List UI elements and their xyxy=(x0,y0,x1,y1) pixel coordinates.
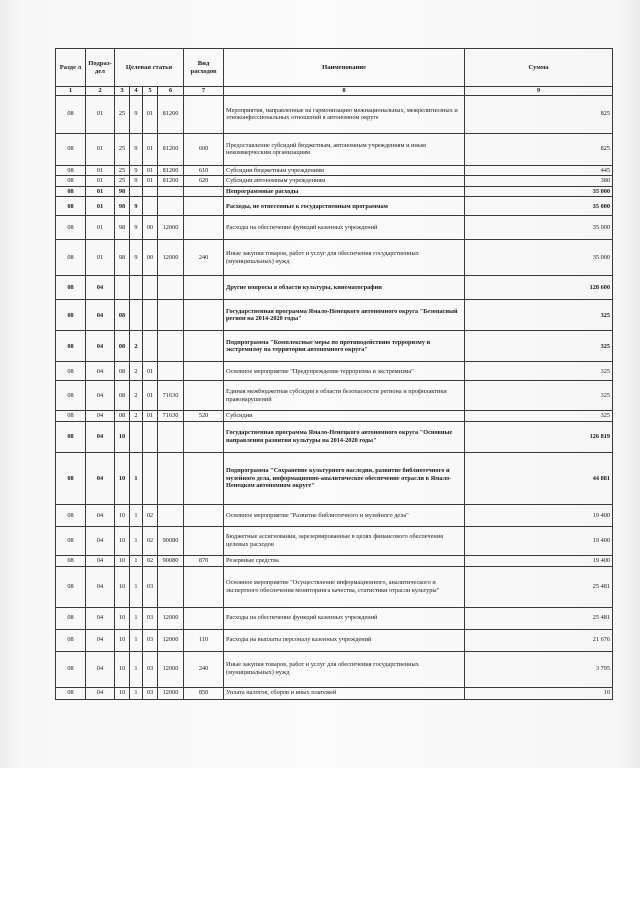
row-subprogram xyxy=(130,276,143,300)
column-number: 2 xyxy=(86,87,115,96)
row-subsection: 04 xyxy=(86,421,115,452)
row-activity: 03 xyxy=(143,629,158,651)
row-subprogram: 2 xyxy=(130,331,143,362)
row-direction: 12000 xyxy=(158,607,184,629)
row-direction: 81200 xyxy=(158,165,184,176)
row-program: 10 xyxy=(115,687,130,699)
row-sum: 25 481 xyxy=(465,566,613,607)
row-expense-type xyxy=(184,362,224,381)
row-activity xyxy=(143,197,158,216)
row-direction xyxy=(158,197,184,216)
row-expense-type: 520 xyxy=(184,411,224,422)
row-sum: 325 xyxy=(465,331,613,362)
row-sum: 44 881 xyxy=(465,452,613,504)
row-activity: 01 xyxy=(143,95,158,133)
row-section: 08 xyxy=(56,607,86,629)
table-row xyxy=(56,504,613,526)
row-program: 25 xyxy=(115,176,130,187)
row-program: 25 xyxy=(115,165,130,176)
row-subprogram xyxy=(130,421,143,452)
table-row xyxy=(56,687,613,699)
row-section: 08 xyxy=(56,629,86,651)
row-direction xyxy=(158,300,184,331)
row-direction xyxy=(158,452,184,504)
table-row xyxy=(56,95,613,133)
row-subsection: 01 xyxy=(86,240,115,276)
row-expense-type xyxy=(184,421,224,452)
column-number: 5 xyxy=(143,87,158,96)
row-program: 98 xyxy=(115,216,130,240)
row-subprogram: 1 xyxy=(130,504,143,526)
row-direction: 81200 xyxy=(158,95,184,133)
row-sum: 10 xyxy=(465,687,613,699)
row-program: 08 xyxy=(115,331,130,362)
row-subprogram: 2 xyxy=(130,411,143,422)
row-sum: 19 400 xyxy=(465,504,613,526)
row-activity: 03 xyxy=(143,607,158,629)
row-program: 08 xyxy=(115,300,130,331)
row-program: 10 xyxy=(115,651,130,687)
row-sum: 35 000 xyxy=(465,216,613,240)
row-direction: 12000 xyxy=(158,687,184,699)
table-row xyxy=(56,165,613,176)
column-number: 8 xyxy=(224,87,465,96)
table-row xyxy=(56,651,613,687)
table-body xyxy=(56,95,613,699)
table-row xyxy=(56,186,613,197)
row-expense-type xyxy=(184,186,224,197)
row-subsection: 01 xyxy=(86,197,115,216)
row-activity: 01 xyxy=(143,165,158,176)
row-name: Подпрограмма "Комплексные меры по противодействию терроризму и экстремизму на территории автономного округа" xyxy=(224,331,465,362)
row-subprogram: 2 xyxy=(130,381,143,411)
row-expense-type xyxy=(184,504,224,526)
row-activity xyxy=(143,186,158,197)
row-program: 98 xyxy=(115,240,130,276)
row-expense-type: 850 xyxy=(184,687,224,699)
row-activity: 03 xyxy=(143,651,158,687)
column-number: 9 xyxy=(465,87,613,96)
row-section: 08 xyxy=(56,651,86,687)
row-program: 10 xyxy=(115,452,130,504)
row-section: 08 xyxy=(56,504,86,526)
row-program: 25 xyxy=(115,133,130,165)
row-name: Расходы на обеспечение функций казенных учреждений xyxy=(224,216,465,240)
row-direction: 90080 xyxy=(158,526,184,555)
row-program: 10 xyxy=(115,629,130,651)
row-subsection: 04 xyxy=(86,300,115,331)
row-subprogram: 9 xyxy=(130,133,143,165)
row-direction xyxy=(158,504,184,526)
row-activity xyxy=(143,276,158,300)
row-subprogram: 9 xyxy=(130,165,143,176)
row-subsection: 04 xyxy=(86,362,115,381)
row-subsection: 04 xyxy=(86,276,115,300)
table-row xyxy=(56,526,613,555)
row-subprogram: 1 xyxy=(130,607,143,629)
header-expense-type: Вид расходов xyxy=(184,49,224,87)
row-section: 08 xyxy=(56,381,86,411)
column-number: 7 xyxy=(184,87,224,96)
row-expense-type: 620 xyxy=(184,176,224,187)
row-expense-type xyxy=(184,331,224,362)
row-expense-type xyxy=(184,300,224,331)
row-program: 10 xyxy=(115,607,130,629)
row-program: 25 xyxy=(115,95,130,133)
row-section: 08 xyxy=(56,176,86,187)
row-activity: 01 xyxy=(143,133,158,165)
row-direction xyxy=(158,331,184,362)
row-expense-type: 240 xyxy=(184,651,224,687)
row-program: 08 xyxy=(115,411,130,422)
row-sum: 825 xyxy=(465,133,613,165)
row-direction: 90080 xyxy=(158,555,184,566)
row-activity: 01 xyxy=(143,176,158,187)
row-direction: 81200 xyxy=(158,133,184,165)
table-row xyxy=(56,133,613,165)
row-expense-type xyxy=(184,95,224,133)
row-direction xyxy=(158,276,184,300)
row-name: Государственная программа Ямало-Ненецкого автономного округа "Безопасный регион на 2014-2020 годы" xyxy=(224,300,465,331)
row-program: 10 xyxy=(115,504,130,526)
row-sum: 19 400 xyxy=(465,526,613,555)
budget-table-container xyxy=(55,48,612,700)
row-activity xyxy=(143,331,158,362)
table-row xyxy=(56,197,613,216)
table-row xyxy=(56,555,613,566)
row-name: Основное мероприятие "Осуществление информационного, аналитического и экспертного обеспечения мониторинга качества, статистики отрасли культуры" xyxy=(224,566,465,607)
row-subprogram: 1 xyxy=(130,452,143,504)
row-activity: 00 xyxy=(143,216,158,240)
row-direction: 71630 xyxy=(158,411,184,422)
row-expense-type: 610 xyxy=(184,165,224,176)
row-name: Единая межбюджетная субсидия в области безопасности региона и профилактики правонарушений xyxy=(224,381,465,411)
row-section: 08 xyxy=(56,186,86,197)
row-subprogram: 9 xyxy=(130,240,143,276)
row-subprogram: 1 xyxy=(130,566,143,607)
row-expense-type: 110 xyxy=(184,629,224,651)
row-sum: 19 400 xyxy=(465,555,613,566)
row-section: 08 xyxy=(56,216,86,240)
table-row xyxy=(56,629,613,651)
table-row xyxy=(56,607,613,629)
row-name: Иные закупки товаров, работ и услуг для обеспечения государственных (муниципальных) нужд xyxy=(224,240,465,276)
header-sum: Сумма xyxy=(465,49,613,87)
header-subsection: Подраз- дел xyxy=(86,49,115,87)
row-name: Субсидии автономным учреждениям xyxy=(224,176,465,187)
table-row xyxy=(56,452,613,504)
row-expense-type: 240 xyxy=(184,240,224,276)
row-expense-type xyxy=(184,381,224,411)
row-sum: 325 xyxy=(465,411,613,422)
row-sum: 325 xyxy=(465,381,613,411)
row-name: Расходы на обеспечение функций казенных учреждений xyxy=(224,607,465,629)
column-number: 1 xyxy=(56,87,86,96)
row-name: Основное мероприятие "Предупреждение терроризма и экстремизма" xyxy=(224,362,465,381)
row-section: 08 xyxy=(56,555,86,566)
row-subsection: 01 xyxy=(86,165,115,176)
row-section: 08 xyxy=(56,300,86,331)
row-section: 08 xyxy=(56,133,86,165)
row-activity xyxy=(143,421,158,452)
row-sum: 325 xyxy=(465,300,613,331)
row-name: Основное мероприятие "Развитие библиотечного и музейного дела" xyxy=(224,504,465,526)
row-program: 10 xyxy=(115,566,130,607)
row-activity: 02 xyxy=(143,555,158,566)
row-sum: 21 676 xyxy=(465,629,613,651)
row-subsection: 01 xyxy=(86,176,115,187)
row-subsection: 04 xyxy=(86,504,115,526)
row-name: Мероприятия, направленные на гармонизацию межнациональных, межрелигиозных и этноконфессиональных отношений в автономном округе xyxy=(224,95,465,133)
row-program: 10 xyxy=(115,555,130,566)
row-subsection: 04 xyxy=(86,607,115,629)
row-sum: 35 000 xyxy=(465,186,613,197)
row-activity: 02 xyxy=(143,526,158,555)
row-subsection: 04 xyxy=(86,331,115,362)
table-row xyxy=(56,362,613,381)
row-name: Уплата налогов, сборов и иных платежей xyxy=(224,687,465,699)
row-subprogram xyxy=(130,300,143,331)
row-subsection: 04 xyxy=(86,651,115,687)
row-expense-type xyxy=(184,452,224,504)
row-subprogram: 1 xyxy=(130,651,143,687)
header-section: Разде л xyxy=(56,49,86,87)
row-subsection: 01 xyxy=(86,186,115,197)
table-row xyxy=(56,381,613,411)
row-direction: 12000 xyxy=(158,216,184,240)
row-name: Субсидии бюджетным учреждениям xyxy=(224,165,465,176)
row-subprogram xyxy=(130,186,143,197)
row-expense-type xyxy=(184,566,224,607)
row-subsection: 04 xyxy=(86,555,115,566)
table-row xyxy=(56,276,613,300)
header-name: Наименование xyxy=(224,49,465,87)
row-program: 10 xyxy=(115,526,130,555)
table-row xyxy=(56,331,613,362)
row-direction: 12000 xyxy=(158,651,184,687)
row-sum: 35 000 xyxy=(465,240,613,276)
row-subsection: 04 xyxy=(86,381,115,411)
row-name: Расходы, не отнесенные к государственным программам xyxy=(224,197,465,216)
row-subsection: 04 xyxy=(86,687,115,699)
row-direction: 81200 xyxy=(158,176,184,187)
row-name: Бюджетные ассигнования, зарезервированные в целях финансового обеспечения целевых расходов xyxy=(224,526,465,555)
row-expense-type xyxy=(184,526,224,555)
row-expense-type: 870 xyxy=(184,555,224,566)
row-section: 08 xyxy=(56,165,86,176)
row-subprogram: 1 xyxy=(130,629,143,651)
row-direction: 71630 xyxy=(158,381,184,411)
row-subsection: 04 xyxy=(86,526,115,555)
row-expense-type xyxy=(184,216,224,240)
row-section: 08 xyxy=(56,452,86,504)
row-subsection: 04 xyxy=(86,566,115,607)
row-activity: 02 xyxy=(143,504,158,526)
row-sum: 380 xyxy=(465,176,613,187)
row-name: Иные закупки товаров, работ и услуг для обеспечения государственных (муниципальных) нужд xyxy=(224,651,465,687)
row-program: 08 xyxy=(115,381,130,411)
row-direction xyxy=(158,566,184,607)
row-expense-type: 600 xyxy=(184,133,224,165)
row-activity: 03 xyxy=(143,566,158,607)
header-target-article: Целевая статья xyxy=(115,49,184,87)
row-name: Расходы на выплаты персоналу казенных учреждений xyxy=(224,629,465,651)
table-row xyxy=(56,216,613,240)
row-name: Подпрограмма "Сохранение культурного наследия, развитие библиотечного и музейного дела, информационно-аналитическое обеспечение отрасли в Ямало-Ненецком автономном округе" xyxy=(224,452,465,504)
row-subsection: 04 xyxy=(86,452,115,504)
row-sum: 825 xyxy=(465,95,613,133)
table-row xyxy=(56,421,613,452)
row-name: Резервные средства xyxy=(224,555,465,566)
row-sum: 35 000 xyxy=(465,197,613,216)
row-subprogram: 1 xyxy=(130,526,143,555)
page-margin xyxy=(0,768,640,905)
row-name: Предоставление субсидий бюджетным, автономным учреждениям и иным некоммерческим организациям xyxy=(224,133,465,165)
row-activity: 00 xyxy=(143,240,158,276)
row-name: Непрограммные расходы xyxy=(224,186,465,197)
table-row xyxy=(56,411,613,422)
row-direction xyxy=(158,362,184,381)
row-activity: 03 xyxy=(143,687,158,699)
row-section: 08 xyxy=(56,331,86,362)
row-program: 98 xyxy=(115,186,130,197)
row-subprogram: 9 xyxy=(130,95,143,133)
header-row xyxy=(56,49,613,87)
row-activity xyxy=(143,452,158,504)
table-row xyxy=(56,176,613,187)
row-program xyxy=(115,276,130,300)
row-subprogram: 9 xyxy=(130,176,143,187)
row-section: 08 xyxy=(56,362,86,381)
row-name: Субсидии xyxy=(224,411,465,422)
row-section: 08 xyxy=(56,197,86,216)
row-subprogram: 2 xyxy=(130,362,143,381)
row-direction xyxy=(158,186,184,197)
row-sum: 25 481 xyxy=(465,607,613,629)
row-subsection: 01 xyxy=(86,133,115,165)
row-expense-type xyxy=(184,276,224,300)
row-activity xyxy=(143,300,158,331)
row-subsection: 04 xyxy=(86,629,115,651)
row-sum: 126 819 xyxy=(465,421,613,452)
row-subprogram: 9 xyxy=(130,216,143,240)
row-activity: 01 xyxy=(143,362,158,381)
row-direction xyxy=(158,421,184,452)
row-subsection: 04 xyxy=(86,411,115,422)
row-expense-type xyxy=(184,197,224,216)
budget-table xyxy=(55,48,613,700)
column-number: 3 xyxy=(115,87,130,96)
row-direction: 12000 xyxy=(158,629,184,651)
row-subprogram: 1 xyxy=(130,555,143,566)
row-name: Другие вопросы в области культуры, кинематографии xyxy=(224,276,465,300)
row-section: 08 xyxy=(56,240,86,276)
row-section: 08 xyxy=(56,566,86,607)
row-section: 08 xyxy=(56,276,86,300)
table-row xyxy=(56,566,613,607)
column-number: 6 xyxy=(158,87,184,96)
row-activity: 01 xyxy=(143,411,158,422)
row-program: 10 xyxy=(115,421,130,452)
row-activity: 01 xyxy=(143,381,158,411)
row-direction: 12000 xyxy=(158,240,184,276)
row-program: 08 xyxy=(115,362,130,381)
row-section: 08 xyxy=(56,526,86,555)
row-section: 08 xyxy=(56,421,86,452)
row-name: Государственная программа Ямало-Ненецкого автономного округа "Основные направления развития культуры на 2014-2020 годы" xyxy=(224,421,465,452)
row-sum: 325 xyxy=(465,362,613,381)
row-section: 08 xyxy=(56,411,86,422)
column-number-row xyxy=(56,87,613,96)
row-section: 08 xyxy=(56,95,86,133)
row-sum: 3 795 xyxy=(465,651,613,687)
row-subprogram: 1 xyxy=(130,687,143,699)
row-expense-type xyxy=(184,607,224,629)
row-subsection: 01 xyxy=(86,216,115,240)
column-number: 4 xyxy=(130,87,143,96)
table-row xyxy=(56,240,613,276)
row-sum: 445 xyxy=(465,165,613,176)
row-sum: 128 600 xyxy=(465,276,613,300)
table-row xyxy=(56,300,613,331)
row-subsection: 01 xyxy=(86,95,115,133)
row-section: 08 xyxy=(56,687,86,699)
row-program: 98 xyxy=(115,197,130,216)
row-subprogram: 9 xyxy=(130,197,143,216)
